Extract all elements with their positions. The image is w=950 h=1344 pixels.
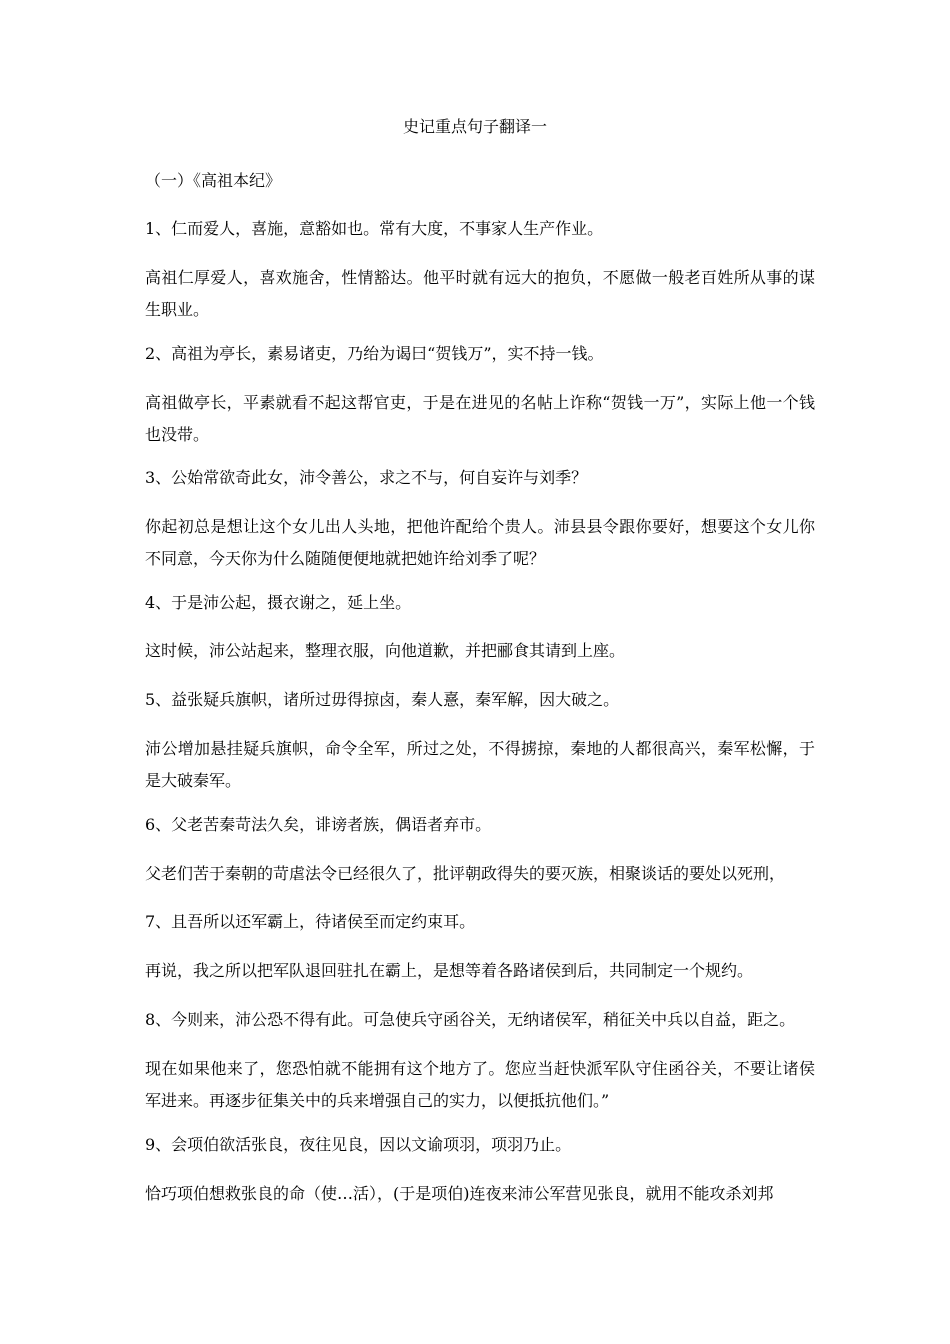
translation-9: 恰巧项伯想救张良的命（使…活），(于是项伯)连夜来沛公军营见张良，就用不能攻杀刘邦: [145, 1184, 774, 1203]
source-sentence-1: 1、仁而爱人，喜施，意豁如也。常有大度，不事家人生产作业。: [145, 219, 604, 238]
source-sentence-7: 7、且吾所以还军霸上，待诸侯至而定约束耳。: [145, 912, 476, 931]
translation-5: 沛公增加悬挂疑兵旗帜，命令全军，所过之处，不得掳掠，秦地的人都很高兴，秦军松懈，于是大破秦军。: [145, 739, 815, 790]
translation-2: 高祖做亭长，平素就看不起这帮官吏，于是在进见的名帖上诈称“贺钱一万”，实际上他一个钱也没带。: [145, 393, 815, 444]
translation-6: 父老们苦于秦朝的苛虐法令已经很久了，批评朝政得失的要灭族，相聚谈话的要处以死刑，: [145, 864, 786, 883]
source-sentence-6: 6、父老苦秦苛法久矣，诽谤者族，偶语者弃市。: [145, 815, 492, 834]
source-sentence-8: 8、今则来，沛公恐不得有此。可急使兵守函谷关，无纳诸侯军，稍征关中兵以自益，距之。: [145, 1010, 796, 1029]
source-sentence-9: 9、会项伯欲活张良，夜往见良，因以文谕项羽，项羽乃止。: [145, 1135, 572, 1154]
translation-4: 这时候，沛公站起来，整理衣服，向他道歉，并把郦食其请到上座。: [145, 641, 626, 660]
translation-8: 现在如果他来了，您恐怕就不能拥有这个地方了。您应当赶快派军队守住函谷关，不要让诸侯军进来。再逐步征集关中的兵来增强自己的实力，以便抵抗他们。”: [145, 1059, 815, 1110]
translation-3: 你起初总是想让这个女儿出人头地，把他许配给个贵人。沛县县令跟你要好，想要这个女儿你不同意，今天你为什么随随便便地就把她许给刘季了呢？: [145, 517, 815, 568]
source-sentence-3: 3、公始常欲奇此女，沛令善公，求之不与，何自妄许与刘季？: [145, 468, 588, 487]
translation-1: 高祖仁厚爱人，喜欢施舍，性情豁达。他平时就有远大的抱负，不愿做一般老百姓所从事的谋生职业。: [145, 268, 815, 319]
section-heading: （一）《高祖本纪》: [145, 171, 282, 190]
source-sentence-4: 4、于是沛公起，摄衣谢之，延上坐。: [145, 593, 412, 612]
translation-7: 再说，我之所以把军队退回驻扎在霸上，是想等着各路诸侯到后，共同制定一个规约。: [145, 961, 754, 980]
document-title: 史记重点句子翻译一: [402, 117, 547, 136]
source-sentence-2: 2、高祖为亭长，素易诸吏，乃绐为谒曰“贺钱万”，实不持一钱。: [145, 344, 604, 363]
source-sentence-5: 5、益张疑兵旗帜，诸所过毋得掠卤，秦人憙，秦军解，因大破之。: [145, 690, 620, 709]
